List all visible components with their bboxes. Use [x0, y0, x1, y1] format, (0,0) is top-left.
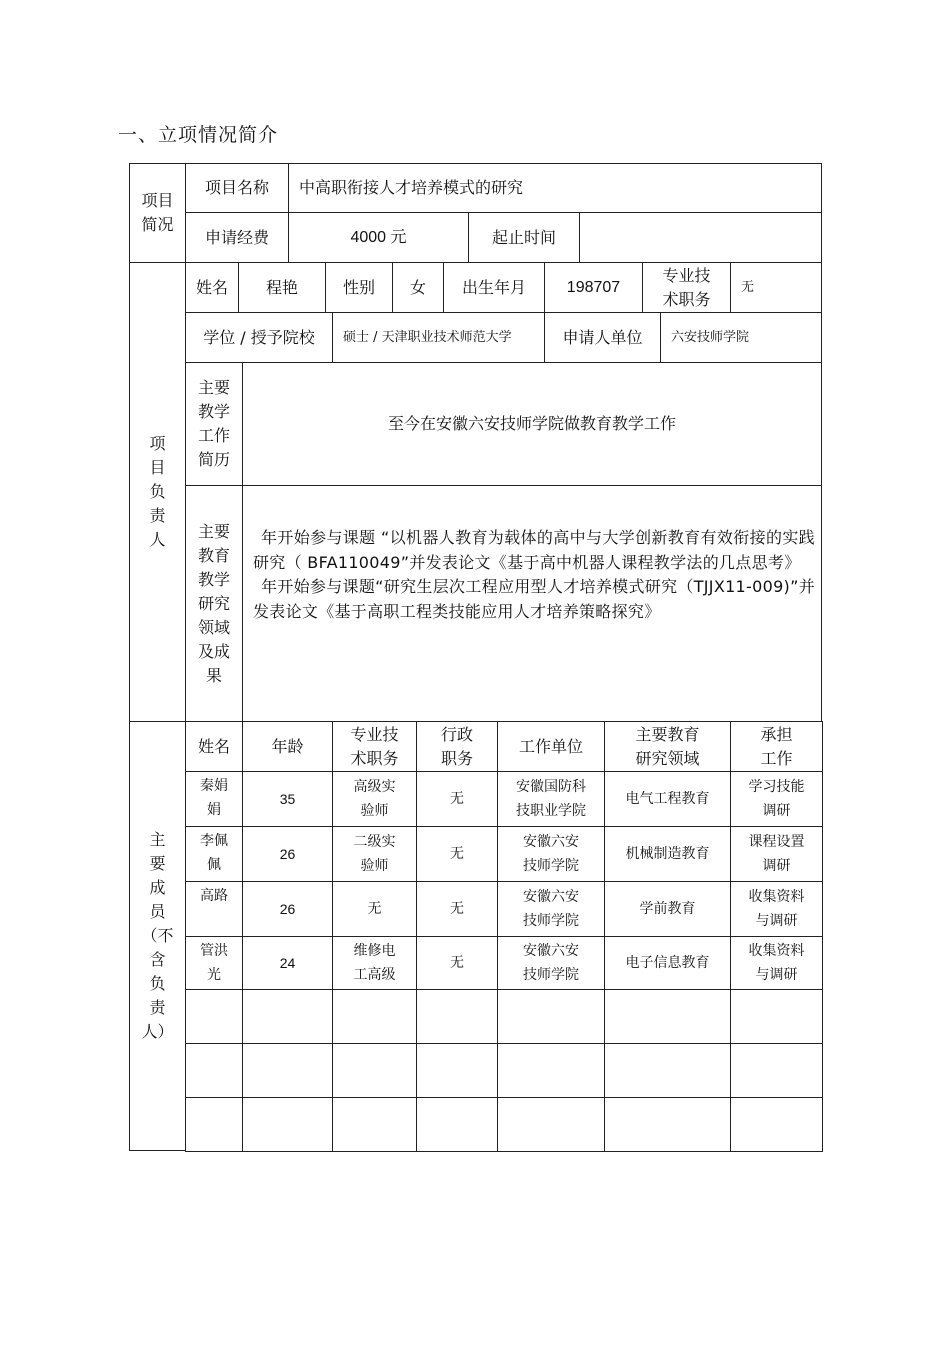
member-cell-name: [185, 1043, 243, 1098]
leader-name-value: 程艳: [238, 262, 326, 313]
member-cell-name: 高路: [185, 881, 243, 937]
project-group-label: 项目 简况: [129, 163, 186, 263]
member-cell-field: [604, 1097, 731, 1152]
member-header-field: 主要教育 研究领域: [604, 721, 731, 772]
member-cell-admin: 无: [416, 826, 498, 882]
member-cell-age: [242, 989, 333, 1044]
member-cell-duty: [730, 1097, 823, 1152]
gender-label: 性别: [325, 262, 393, 313]
member-cell-unit: 安徽六安 技师学院: [497, 826, 605, 882]
member-header-unit: 工作单位: [497, 721, 605, 772]
funding-value: 4000 元: [288, 212, 469, 263]
member-cell-field: 机械制造教育: [604, 826, 731, 882]
teaching-value: 至今在安徽六安技师学院做教育教学工作: [242, 362, 822, 486]
teaching-label: 主要 教学 工作 简历: [185, 362, 243, 486]
member-cell-duty: 收集资料 与调研: [730, 936, 823, 990]
title-value: 无: [730, 262, 822, 313]
project-name-label: 项目名称: [185, 163, 289, 213]
member-cell-field: [604, 1043, 731, 1098]
member-cell-age: [242, 1097, 333, 1152]
member-cell-field: 电气工程教育: [604, 771, 731, 827]
section-title: 一、立项情况简介: [118, 124, 279, 146]
member-cell-title: 二级实 验师: [332, 826, 417, 882]
member-cell-name: 管洪 光: [185, 936, 243, 990]
member-cell-admin: 无: [416, 936, 498, 990]
member-cell-unit: [497, 989, 605, 1044]
degree-label: 学位 / 授予院校: [185, 312, 333, 363]
funding-label: 申请经费: [185, 212, 289, 263]
member-cell-duty: [730, 1043, 823, 1098]
member-cell-name: 秦娟 娟: [185, 771, 243, 827]
member-header-name: 姓名: [185, 721, 243, 772]
member-cell-admin: [416, 1043, 498, 1098]
member-cell-age: 26: [242, 881, 333, 937]
unit-value: 六安技师学院: [660, 312, 822, 363]
research-paragraph-1: 年开始参与课题 “以机器人教育为载体的高中与大学创新教育有效衔接的实践研究（ BFA110049”并发表论文《基于高中机器人课程教学法的几点思考》: [253, 528, 815, 572]
member-cell-admin: 无: [416, 881, 498, 937]
member-cell-title: [332, 1043, 417, 1098]
research-paragraph-2: 年开始参与课题“研究生层次工程应用型人才培养模式研究（TJJX11-009)”并发表论文《基于高职工程类技能应用人才培养策略探究》: [253, 577, 815, 621]
member-cell-title: 无: [332, 881, 417, 937]
leader-name-label: 姓名: [185, 262, 239, 313]
period-value: [579, 212, 822, 263]
member-cell-title: [332, 1097, 417, 1152]
member-cell-admin: [416, 1097, 498, 1152]
member-cell-unit: [497, 1043, 605, 1098]
gender-value: 女: [392, 262, 444, 313]
leader-group-label: 项 目 负 责 人: [129, 262, 186, 722]
member-cell-name: 李佩 佩: [185, 826, 243, 882]
project-name-value: 中高职衔接人才培养模式的研究: [288, 163, 822, 213]
member-header-title: 专业技 术职务: [332, 721, 417, 772]
member-cell-age: 35: [242, 771, 333, 827]
member-header-age: 年龄: [242, 721, 333, 772]
member-header-admin: 行政 职务: [416, 721, 498, 772]
member-cell-duty: 收集资料 与调研: [730, 881, 823, 937]
member-cell-unit: 安徽六安 技师学院: [497, 936, 605, 990]
member-cell-age: 24: [242, 936, 333, 990]
research-value: [242, 485, 822, 722]
member-cell-name: [185, 1097, 243, 1152]
member-cell-age: [242, 1043, 333, 1098]
title-label: 专业技 术职务: [642, 262, 731, 313]
member-cell-field: [604, 989, 731, 1044]
period-label: 起止时间: [468, 212, 580, 263]
degree-value: 硕士 / 天津职业技术师范大学: [332, 312, 545, 363]
member-header-duty: 承担 工作: [730, 721, 823, 772]
member-cell-duty: 学习技能 调研: [730, 771, 823, 827]
research-label: 主要 教育 教学 研究 领域 及成 果: [185, 485, 243, 722]
member-cell-name: [185, 989, 243, 1044]
member-cell-unit: 安徽六安 技师学院: [497, 881, 605, 937]
member-cell-title: [332, 989, 417, 1044]
member-cell-admin: [416, 989, 498, 1044]
member-cell-duty: [730, 989, 823, 1044]
member-cell-unit: [497, 1097, 605, 1152]
birth-value: 198707: [544, 262, 643, 313]
member-cell-age: 26: [242, 826, 333, 882]
member-cell-title: 维修电 工高级: [332, 936, 417, 990]
member-cell-duty: 课程设置 调研: [730, 826, 823, 882]
member-cell-field: 学前教育: [604, 881, 731, 937]
unit-label: 申请人单位: [544, 312, 661, 363]
member-cell-field: 电子信息教育: [604, 936, 731, 990]
member-cell-unit: 安徽国防科 技职业学院: [497, 771, 605, 827]
member-cell-title: 高级实 验师: [332, 771, 417, 827]
members-group-label: 主 要 成 员 （不 含 负 责 人）: [129, 721, 186, 1151]
birth-label: 出生年月: [443, 262, 545, 313]
member-cell-admin: 无: [416, 771, 498, 827]
